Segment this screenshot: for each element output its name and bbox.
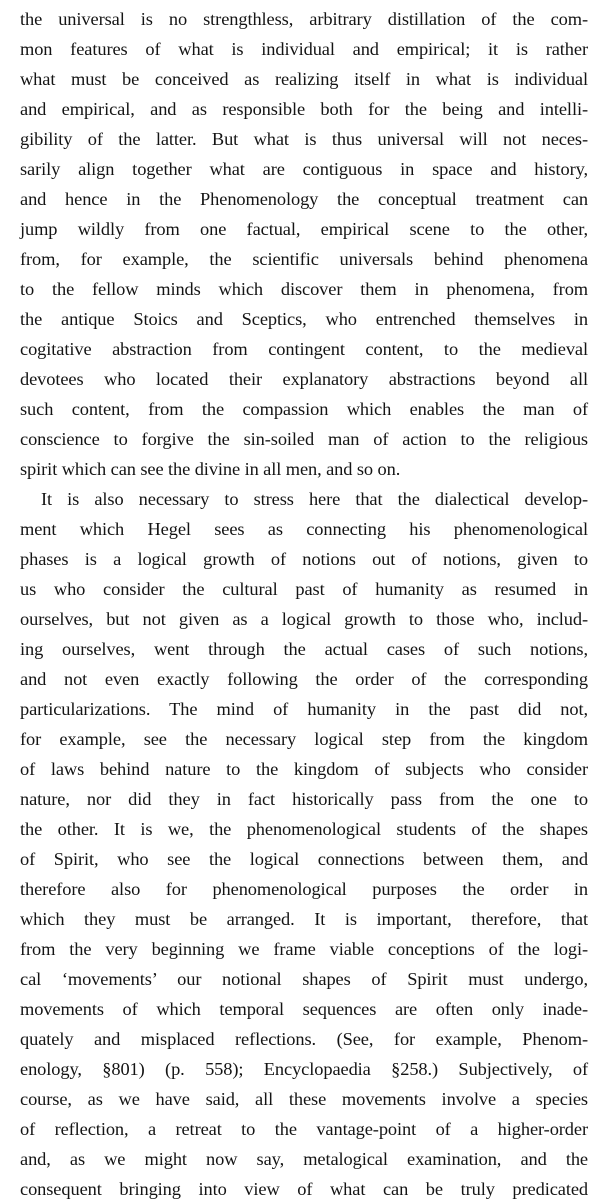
text-line: particularizations. The mind of humanity in the past did not,	[20, 699, 588, 719]
text-line: conscience to forgive the sin-soiled man of action to the religious	[20, 429, 588, 449]
text-line: ment which Hegel sees as connecting his phenomenological	[20, 519, 588, 539]
text-line: what must be conceived as realizing itself in what is individual	[20, 69, 588, 89]
text-line: of reflection, a retreat to the vantage-point of a higher-order	[20, 1119, 588, 1139]
text-line: nature, nor did they in fact historically pass from the one to	[20, 789, 588, 809]
text-line: therefore also for phenomenological purposes the order in	[20, 879, 588, 899]
paragraph-2	[20, 484, 588, 1204]
text-line: to the fellow minds which discover them in phenomena, from	[20, 279, 588, 299]
text-line: devotees who located their explanatory abstractions beyond all	[20, 369, 588, 389]
text-line: spirit which can see the divine in all men, and so on.	[20, 459, 401, 479]
text-line: course, as we have said, all these movements involve a species	[20, 1089, 588, 1109]
text-line: movements of which temporal sequences are often only inade-	[20, 999, 588, 1019]
text-line: cal ‘movements’ our notional shapes of Spirit must undergo,	[20, 969, 588, 989]
text-line: quately and misplaced reflections. (See, for example, Phenom-	[20, 1029, 588, 1049]
text-line: from the very beginning we frame viable conceptions of the logi-	[20, 939, 588, 959]
text-line: us who consider the cultural past of humanity as resumed in	[20, 579, 588, 599]
text-line: and hence in the Phenomenology the conceptual treatment can	[20, 189, 588, 209]
text-line: consequent bringing into view of what can be truly predicated	[20, 1179, 588, 1199]
paragraph-1	[20, 4, 588, 484]
text-line: which they must be arranged. It is important, therefore, that	[20, 909, 588, 929]
text-line: gibility of the latter. But what is thus universal will not neces-	[20, 129, 588, 149]
text-line: the other. It is we, the phenomenological students of the shapes	[20, 819, 588, 839]
text-line: sarily align together what are contiguous in space and history,	[20, 159, 588, 179]
text-line: and, as we might now say, metalogical examination, and the	[20, 1149, 588, 1169]
text-line: of laws behind nature to the kingdom of subjects who consider	[20, 759, 588, 779]
text-line: jump wildly from one factual, empirical scene to the other,	[20, 219, 588, 239]
text-line: the universal is no strengthless, arbitrary distillation of the com-	[20, 9, 588, 29]
text-line: mon features of what is individual and empirical; it is rather	[20, 39, 588, 59]
text-line: of Spirit, who see the logical connections between them, and	[20, 849, 588, 869]
text-line: and not even exactly following the order of the corresponding	[20, 669, 588, 689]
text-line: and empirical, and as responsible both for the being and intelli-	[20, 99, 588, 119]
text-line: enology, §801) (p. 558); Encyclopaedia §258.) Subjectively, of	[20, 1059, 588, 1079]
text-line: from, for example, the scientific universals behind phenomena	[20, 249, 588, 269]
text-line: It is also necessary to stress here that the dialectical develop-	[41, 489, 588, 509]
text-line: such content, from the compassion which enables the man of	[20, 399, 588, 419]
text-line: for example, see the necessary logical step from the kingdom	[20, 729, 588, 749]
text-line: the antique Stoics and Sceptics, who entrenched themselves in	[20, 309, 588, 329]
text-line: ourselves, but not given as a logical growth to those who, includ-	[20, 609, 588, 629]
text-line: phases is a logical growth of notions out of notions, given to	[20, 549, 588, 569]
text-line: cogitative abstraction from contingent content, to the medieval	[20, 339, 588, 359]
text-line: ing ourselves, went through the actual cases of such notions,	[20, 639, 588, 659]
